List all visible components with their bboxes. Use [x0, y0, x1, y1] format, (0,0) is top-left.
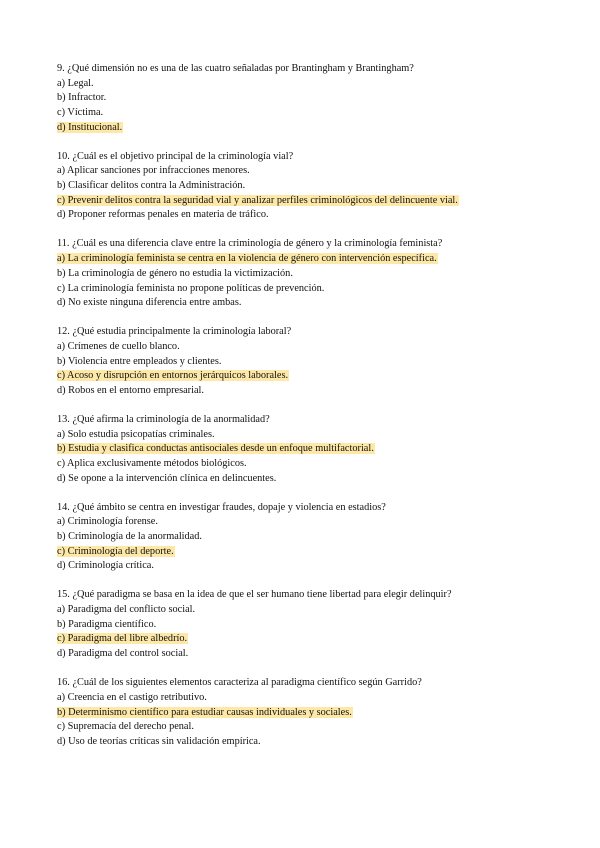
document-page [57, 62, 557, 764]
question-prompt: 12. ¿Qué estudia principalmente la criminología laboral? [57, 326, 292, 338]
question-12 [57, 325, 557, 398]
answer-option: a) Solo estudia psicopatías criminales. [57, 428, 215, 440]
question-prompt: 10. ¿Cuál es el objetivo principal de la criminología vial? [57, 150, 294, 162]
answer-option: a) Creencia en el castigo retributivo. [57, 691, 207, 703]
answer-option: d) Se opone a la intervención clínica en delincuentes. [57, 472, 277, 484]
answer-option: a) Crímenes de cuello blanco. [57, 340, 180, 352]
question-10 [57, 150, 557, 223]
answer-option-highlighted: c) Acoso y disrupción en entornos jerárquicos laborales. [57, 370, 289, 382]
question-prompt: 15. ¿Qué paradigma se basa en la idea de que el ser humano tiene libertad para elegir delinquir? [57, 589, 452, 601]
question-prompt: 16. ¿Cuál de los siguientes elementos caracteriza al paradigma científico según Garrido? [57, 677, 422, 689]
answer-option: b) La criminología de género no estudia la victimización. [57, 267, 293, 279]
answer-option: c) Supremacía del derecho penal. [57, 721, 194, 733]
answer-option: d) No existe ninguna diferencia entre ambas. [57, 297, 242, 309]
answer-option: b) Violencia entre empleados y clientes. [57, 355, 222, 367]
answer-option: c) La criminología feminista no propone políticas de prevención. [57, 282, 325, 294]
answer-option: b) Infractor. [57, 92, 107, 104]
answer-option-highlighted: b) Estudia y clasifica conductas antisociales desde un enfoque multifactorial. [57, 443, 374, 455]
answer-option-highlighted: b) Determinismo científico para estudiar causas individuales y sociales. [57, 706, 352, 718]
answer-option: c) Víctima. [57, 107, 104, 119]
answer-option-highlighted: c) Criminología del deporte. [57, 545, 174, 557]
answer-option-highlighted: c) Paradigma del libre albedrío. [57, 633, 188, 645]
answer-option-highlighted: c) Prevenir delitos contra la seguridad vial y analizar perfiles criminológicos del delincuente vial. [57, 194, 458, 206]
question-14 [57, 501, 557, 574]
question-13 [57, 413, 557, 486]
answer-option: a) Legal. [57, 77, 94, 89]
answer-option: d) Criminología crítica. [57, 560, 154, 572]
answer-option: b) Paradigma científico. [57, 618, 157, 630]
answer-option: b) Clasificar delitos contra la Administración. [57, 180, 246, 192]
answer-option: a) Paradigma del conflicto social. [57, 604, 196, 616]
answer-option-highlighted: a) La criminología feminista se centra en la violencia de género con intervención específica. [57, 253, 437, 265]
answer-option: d) Uso de teorías críticas sin validación empírica. [57, 735, 261, 747]
question-prompt: 13. ¿Qué afirma la criminología de la anormalidad? [57, 413, 270, 425]
question-15 [57, 588, 557, 661]
answer-option: d) Paradigma del control social. [57, 648, 189, 660]
question-prompt: 14. ¿Qué ámbito se centra en investigar fraudes, dopaje y violencia en estadios? [57, 501, 386, 513]
answer-option: a) Aplicar sanciones por infracciones menores. [57, 165, 250, 177]
answer-option: c) Aplica exclusivamente métodos biológicos. [57, 458, 247, 469]
answer-option: d) Robos en el entorno empresarial. [57, 384, 204, 396]
answer-option: a) Criminología forense. [57, 516, 158, 528]
answer-option: b) Criminología de la anormalidad. [57, 531, 202, 543]
answer-option-highlighted: d) Institucional. [57, 121, 123, 133]
question-prompt: 9. ¿Qué dimensión no es una de las cuatro señaladas por Brantingham y Brantingham? [57, 63, 414, 74]
answer-option: d) Proponer reformas penales en materia de tráfico. [57, 209, 269, 221]
question-11 [57, 237, 557, 310]
question-16 [57, 676, 557, 749]
question-prompt: 11. ¿Cuál es una diferencia clave entre la criminología de género y la criminología feminista? [57, 238, 443, 250]
question-9 [57, 62, 557, 135]
